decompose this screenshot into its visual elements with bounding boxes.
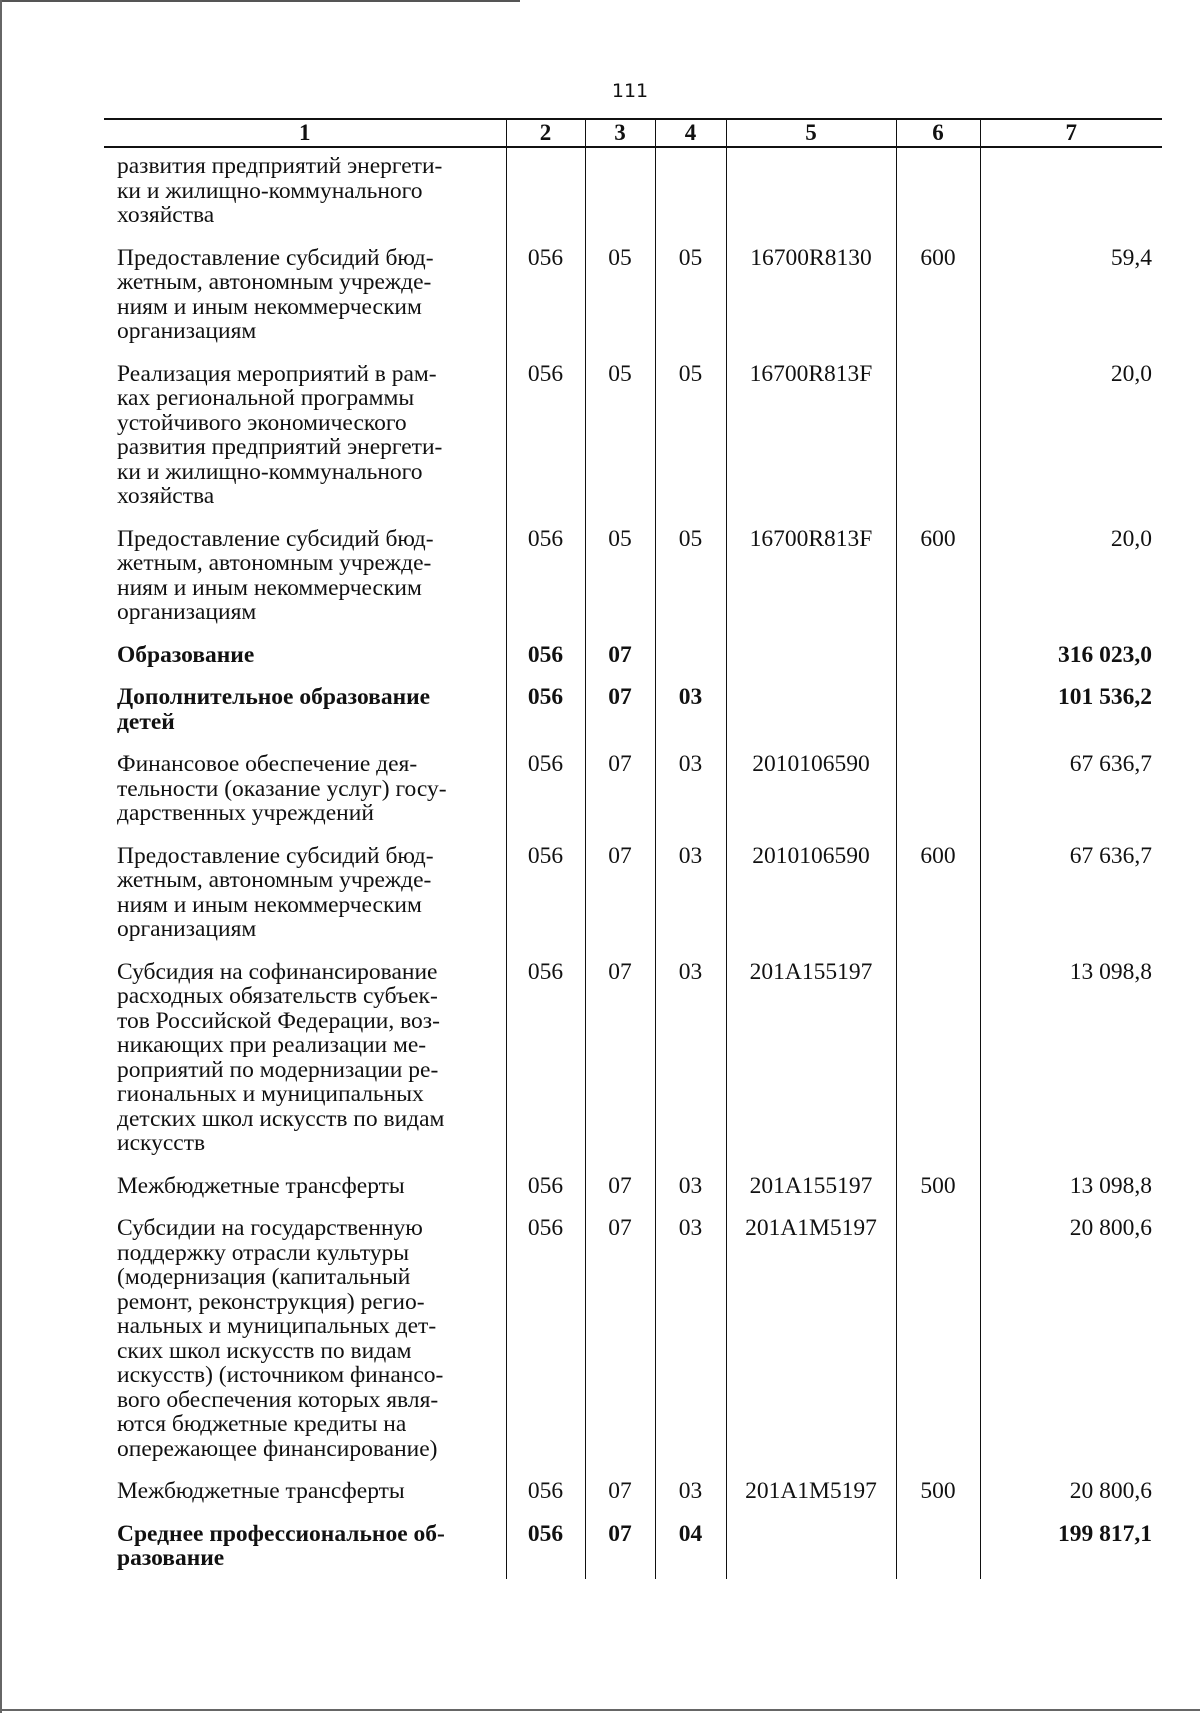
row-amount: 59,4 <box>980 236 1162 352</box>
row-code-col2: 056 <box>506 517 585 633</box>
row-code-col6 <box>896 1206 980 1469</box>
row-code-col3: 05 <box>585 236 655 352</box>
row-item-name: Предоставление субсидий бюд- жетным, автономным учрежде- ниям и иным некоммерческим организациям <box>104 236 506 352</box>
row-code-col5 <box>726 1512 896 1579</box>
row-code-col6: 600 <box>896 236 980 352</box>
row-code-col5: 201A1M5197 <box>726 1206 896 1469</box>
column-header-3: 3 <box>585 119 655 147</box>
row-amount: 20 800,6 <box>980 1469 1162 1512</box>
table-row <box>104 517 1162 633</box>
row-code-col4: 03 <box>655 1206 726 1469</box>
table-row <box>104 633 1162 676</box>
row-code-col2: 056 <box>506 1512 585 1579</box>
row-item-name: Предоставление субсидий бюд- жетным, автономным учрежде- ниям и иным некоммерческим организациям <box>104 517 506 633</box>
row-code-col6: 500 <box>896 1469 980 1512</box>
row-code-col5: 16700R8130 <box>726 236 896 352</box>
row-code-col4: 03 <box>655 834 726 950</box>
row-code-col4 <box>655 147 726 236</box>
row-amount: 67 636,7 <box>980 742 1162 834</box>
scan-edge-bottom <box>0 1709 1200 1711</box>
row-code-col4: 03 <box>655 742 726 834</box>
row-code-col5: 16700R813F <box>726 352 896 517</box>
row-code-col4: 03 <box>655 675 726 742</box>
row-code-col2: 056 <box>506 675 585 742</box>
row-item-name: Субсидии на государственную поддержку отрасли культуры (модернизация (капитальный ремонт, реконструкция) регио- нальных и муниципальных дет- ских школ искусств по видам искусств) (источником финансо- вого обеспечения которых явля- ются бюджетные кредиты на опережающее финансирование) <box>104 1206 506 1469</box>
row-code-col5 <box>726 147 896 236</box>
row-amount: 20 800,6 <box>980 1206 1162 1469</box>
row-item-name: Реализация мероприятий в рам- ках региональной программы устойчивого экономического развития предприятий энергети- ки и жилищно-коммунального хозяйства <box>104 352 506 517</box>
row-code-col2: 056 <box>506 633 585 676</box>
column-header-1: 1 <box>104 119 506 147</box>
row-code-col5: 2010106590 <box>726 834 896 950</box>
row-code-col5 <box>726 675 896 742</box>
table-row <box>104 1512 1162 1579</box>
row-code-col3: 07 <box>585 633 655 676</box>
column-header-4: 4 <box>655 119 726 147</box>
row-code-col6: 600 <box>896 834 980 950</box>
row-code-col6 <box>896 352 980 517</box>
row-code-col2: 056 <box>506 1469 585 1512</box>
row-code-col3: 07 <box>585 834 655 950</box>
row-item-name: Межбюджетные трансферты <box>104 1164 506 1207</box>
table-row <box>104 352 1162 517</box>
table-row <box>104 147 1162 236</box>
row-amount: 13 098,8 <box>980 1164 1162 1207</box>
row-code-col3: 05 <box>585 352 655 517</box>
row-code-col3: 07 <box>585 1164 655 1207</box>
row-code-col5: 201A155197 <box>726 1164 896 1207</box>
row-code-col3: 07 <box>585 742 655 834</box>
column-header-7: 7 <box>980 119 1162 147</box>
row-item-name: Среднее профессиональное об- разование <box>104 1512 506 1579</box>
scan-edge-left <box>0 0 2 1713</box>
table-row <box>104 1164 1162 1207</box>
row-code-col6 <box>896 1512 980 1579</box>
row-amount: 316 023,0 <box>980 633 1162 676</box>
column-header-2: 2 <box>506 119 585 147</box>
row-code-col2: 056 <box>506 834 585 950</box>
row-code-col2: 056 <box>506 1164 585 1207</box>
table-row <box>104 950 1162 1164</box>
row-amount: 20,0 <box>980 352 1162 517</box>
column-header-5: 5 <box>726 119 896 147</box>
row-code-col4: 03 <box>655 950 726 1164</box>
budget-table <box>104 118 1162 1579</box>
row-code-col5: 201A155197 <box>726 950 896 1164</box>
row-code-col4: 03 <box>655 1164 726 1207</box>
row-code-col3: 07 <box>585 1206 655 1469</box>
row-code-col6 <box>896 147 980 236</box>
row-code-col6 <box>896 633 980 676</box>
row-code-col5 <box>726 633 896 676</box>
row-item-name: Финансовое обеспечение дея- тельности (оказание услуг) госу- дарственных учреждений <box>104 742 506 834</box>
row-code-col3: 07 <box>585 1469 655 1512</box>
row-item-name: Дополнительное образование детей <box>104 675 506 742</box>
row-item-name: Субсидия на софинансирование расходных обязательств субъек- тов Российской Федерации, воз- никающих при реализации ме- роприятий по модернизации ре- гиональных и муниципальных детских школ искусств по видам искусств <box>104 950 506 1164</box>
table-row <box>104 675 1162 742</box>
row-code-col4: 03 <box>655 1469 726 1512</box>
row-item-name: Предоставление субсидий бюд- жетным, автономным учрежде- ниям и иным некоммерческим организациям <box>104 834 506 950</box>
row-item-name: развития предприятий энергети- ки и жилищно-коммунального хозяйства <box>104 147 506 236</box>
row-amount: 67 636,7 <box>980 834 1162 950</box>
row-code-col2: 056 <box>506 742 585 834</box>
row-item-name: Межбюджетные трансферты <box>104 1469 506 1512</box>
table-row <box>104 236 1162 352</box>
row-amount <box>980 147 1162 236</box>
row-code-col6: 600 <box>896 517 980 633</box>
column-number-header-row <box>104 119 1162 147</box>
row-code-col5: 2010106590 <box>726 742 896 834</box>
budget-table-container <box>104 118 1162 1579</box>
row-code-col4: 05 <box>655 517 726 633</box>
row-code-col6 <box>896 675 980 742</box>
table-row <box>104 834 1162 950</box>
row-code-col3: 07 <box>585 1512 655 1579</box>
row-code-col6 <box>896 742 980 834</box>
row-code-col4: 04 <box>655 1512 726 1579</box>
row-code-col4: 05 <box>655 352 726 517</box>
row-amount: 101 536,2 <box>980 675 1162 742</box>
row-code-col3: 07 <box>585 950 655 1164</box>
table-body <box>104 147 1162 1579</box>
row-code-col6: 500 <box>896 1164 980 1207</box>
row-amount: 13 098,8 <box>980 950 1162 1164</box>
table-row <box>104 742 1162 834</box>
row-code-col2 <box>506 147 585 236</box>
row-code-col2: 056 <box>506 1206 585 1469</box>
row-code-col3 <box>585 147 655 236</box>
column-header-6: 6 <box>896 119 980 147</box>
row-code-col2: 056 <box>506 352 585 517</box>
row-code-col2: 056 <box>506 236 585 352</box>
row-code-col4: 05 <box>655 236 726 352</box>
row-code-col2: 056 <box>506 950 585 1164</box>
row-code-col4 <box>655 633 726 676</box>
row-code-col3: 05 <box>585 517 655 633</box>
row-code-col6 <box>896 950 980 1164</box>
scan-edge-top <box>0 0 520 2</box>
table-row <box>104 1206 1162 1469</box>
row-code-col5: 201A1M5197 <box>726 1469 896 1512</box>
page-number: 111 <box>611 80 649 102</box>
table-row <box>104 1469 1162 1512</box>
row-amount: 199 817,1 <box>980 1512 1162 1579</box>
row-item-name: Образование <box>104 633 506 676</box>
row-amount: 20,0 <box>980 517 1162 633</box>
row-code-col5: 16700R813F <box>726 517 896 633</box>
row-code-col3: 07 <box>585 675 655 742</box>
